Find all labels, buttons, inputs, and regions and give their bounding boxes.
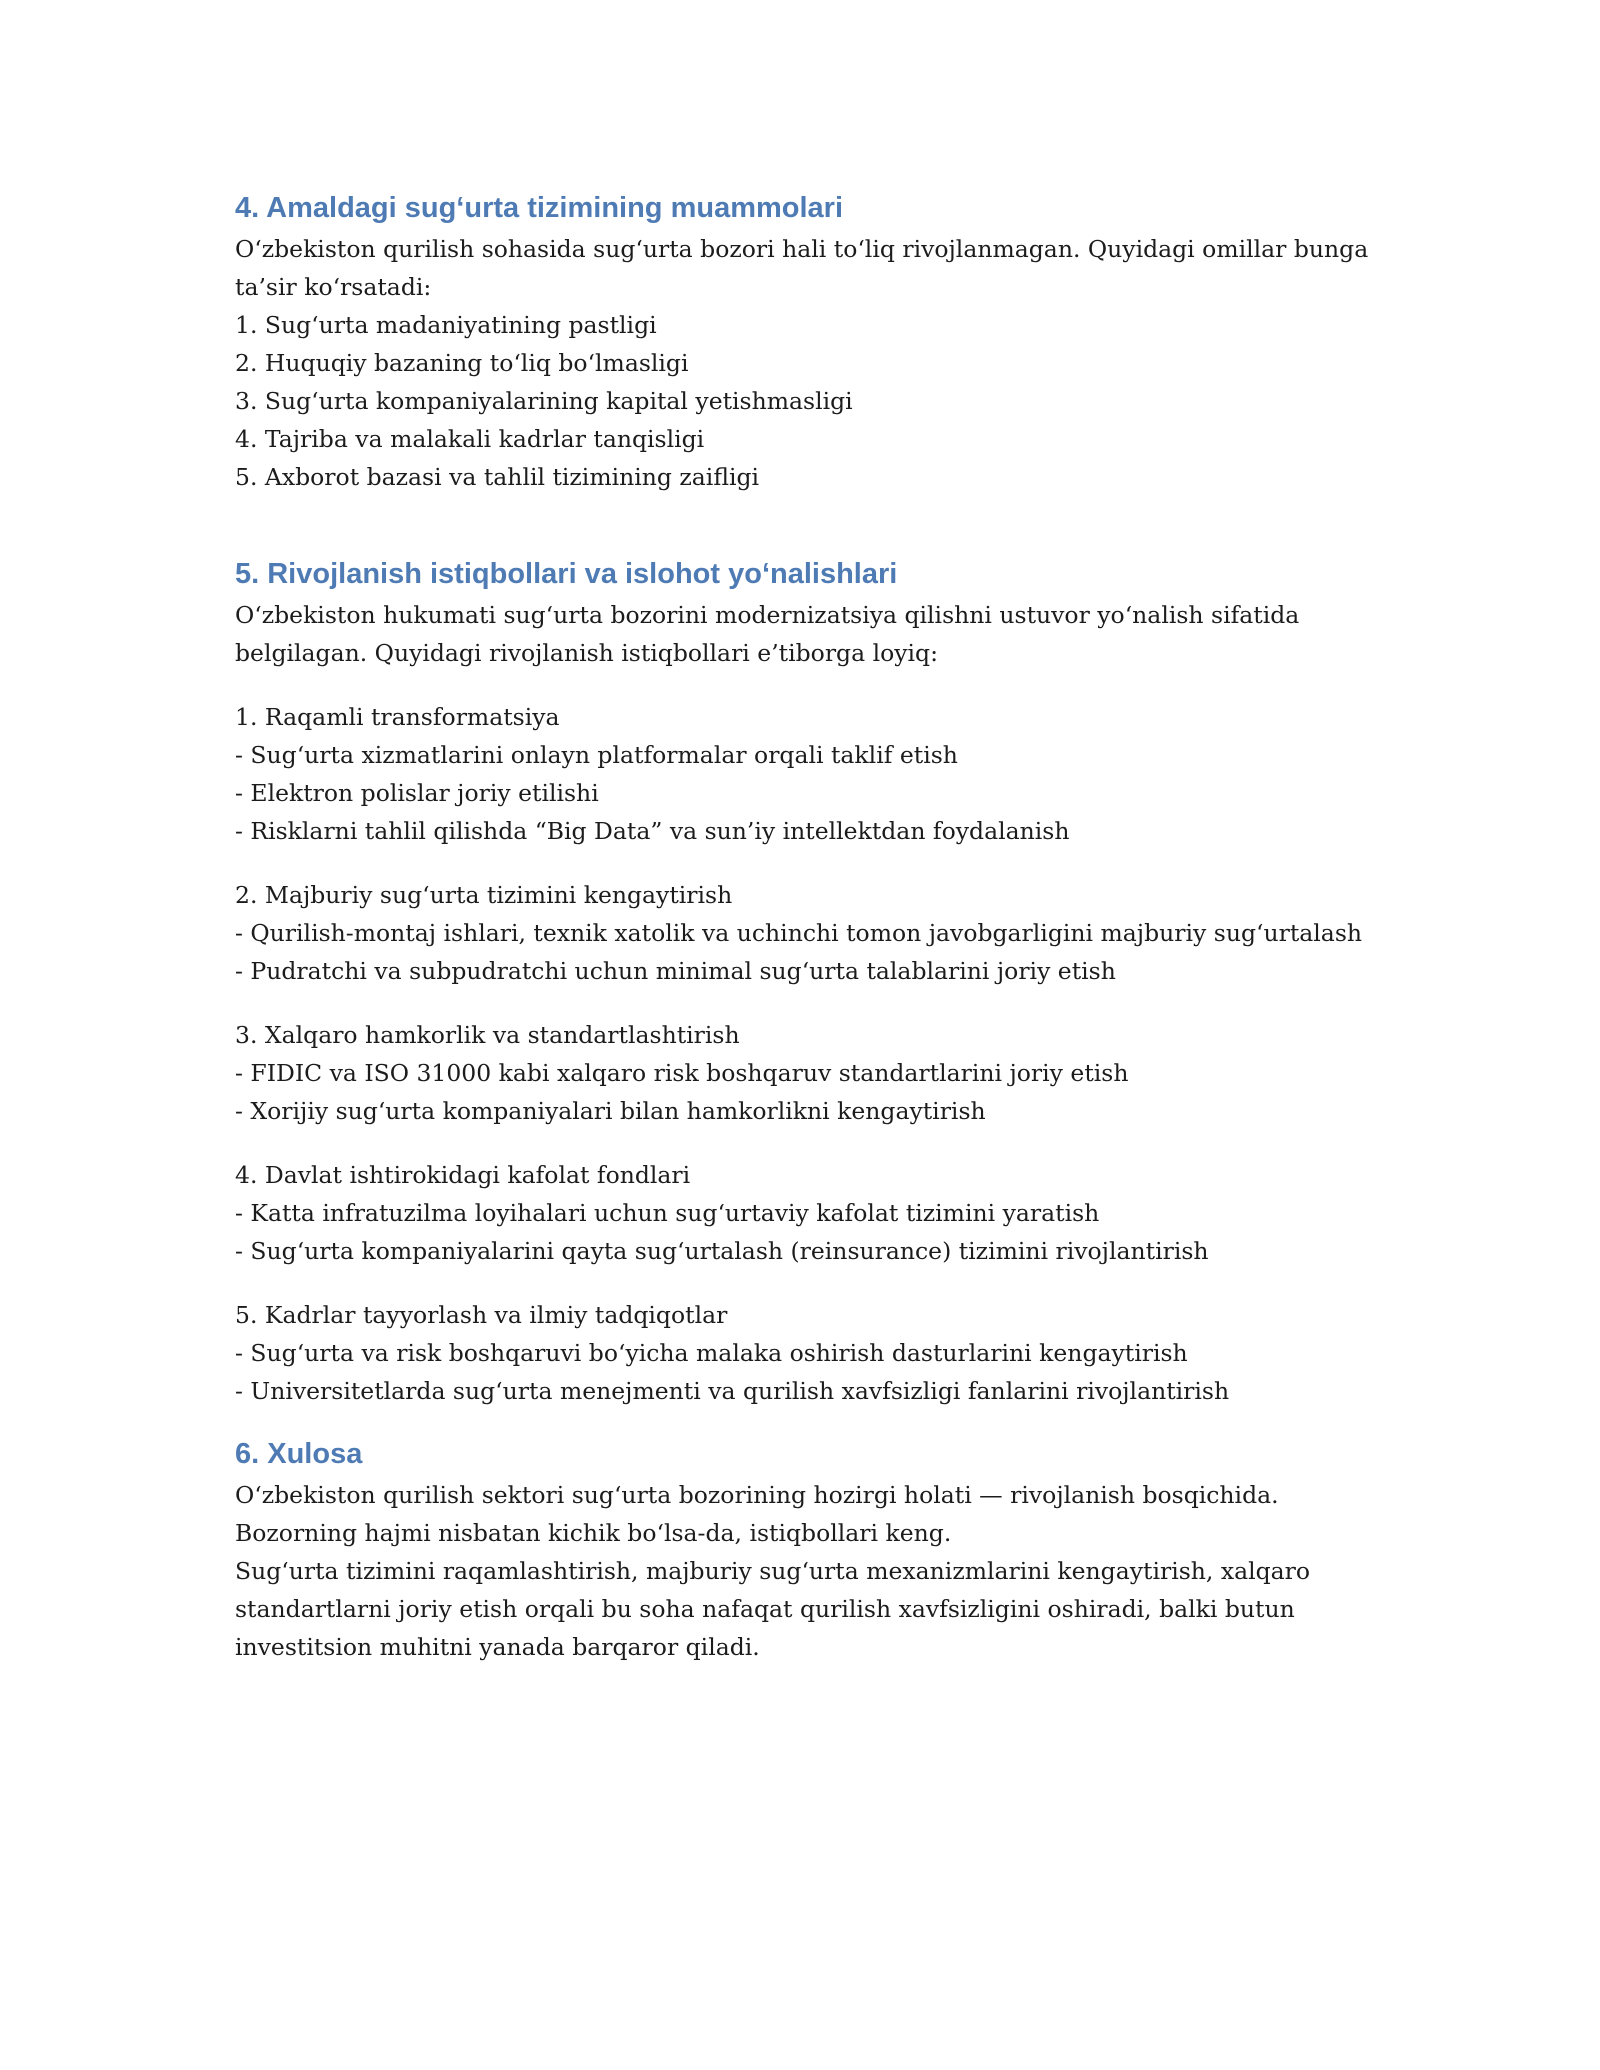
bullet-item: - Sug‘urta va risk boshqaruvi bo‘yicha malaka oshirish dasturlarini kengaytirish bbox=[235, 1339, 1188, 1367]
bullet-item: - Elektron polislar joriy etilishi bbox=[235, 779, 599, 807]
group-title: 5. Kadrlar tayyorlash va ilmiy tadqiqotlar bbox=[235, 1301, 728, 1329]
prospect-group bbox=[235, 1296, 1375, 1410]
prospect-group bbox=[235, 1016, 1375, 1130]
section-intro bbox=[235, 596, 1375, 672]
numbered-list bbox=[235, 306, 1375, 496]
bullet-item: - Katta infratuzilma loyihalari uchun sug‘urtaviy kafolat tizimini yaratish bbox=[235, 1199, 1100, 1227]
text-line: Bozorning hajmi nisbatan kichik bo‘lsa-da, istiqbollari keng. bbox=[235, 1519, 952, 1547]
prospect-group bbox=[235, 698, 1375, 850]
section-intro bbox=[235, 230, 1375, 306]
section-problems bbox=[235, 186, 1375, 496]
bullet-item: - Sug‘urta kompaniyalarini qayta sug‘urtalash (reinsurance) tizimini rivojlantirish bbox=[235, 1237, 1209, 1265]
text-line: standartlarni joriy etish orqali bu soha nafaqat qurilish xavfsizligini oshiradi, balki butun bbox=[235, 1595, 1295, 1623]
conclusion-text bbox=[235, 1476, 1375, 1666]
bullet-item: - Risklarni tahlil qilishda “Big Data” va sun’iy intellektdan foydalanish bbox=[235, 817, 1070, 845]
prospect-group bbox=[235, 876, 1375, 990]
list-item: 1. Sug‘urta madaniyatining pastligi bbox=[235, 311, 657, 339]
group-title: 2. Majburiy sug‘urta tizimini kengaytirish bbox=[235, 881, 733, 909]
bullet-item: - Pudratchi va subpudratchi uchun minimal sug‘urta talablarini joriy etish bbox=[235, 957, 1116, 985]
group-title: 3. Xalqaro hamkorlik va standartlashtirish bbox=[235, 1021, 740, 1049]
list-item: 3. Sug‘urta kompaniyalarining kapital yetishmasligi bbox=[235, 387, 853, 415]
text-line: O‘zbekiston hukumati sug‘urta bozorini modernizatsiya qilishni ustuvor yo‘nalish sifatida bbox=[235, 601, 1300, 629]
list-item: 5. Axborot bazasi va tahlil tizimining zaifligi bbox=[235, 463, 760, 491]
bullet-item: - Qurilish-montaj ishlari, texnik xatolik va uchinchi tomon javobgarligini majburiy sug‘urtalash bbox=[235, 919, 1363, 947]
section-prospects bbox=[235, 552, 1375, 1410]
section-heading: 6. Xulosa bbox=[235, 1438, 363, 1470]
group-title: 1. Raqamli transformatsiya bbox=[235, 703, 560, 731]
section-conclusion bbox=[235, 1432, 1375, 1666]
bullet-item: - Xorijiy sug‘urta kompaniyalari bilan hamkorlikni kengaytirish bbox=[235, 1097, 986, 1125]
text-line: Sug‘urta tizimini raqamlashtirish, majburiy sug‘urta mexanizmlarini kengaytirish, xalqaro bbox=[235, 1557, 1311, 1585]
bullet-item: - Universitetlarda sug‘urta menejmenti va qurilish xavfsizligi fanlarini rivojlantirish bbox=[235, 1377, 1230, 1405]
prospect-group bbox=[235, 1156, 1375, 1270]
bullet-item: - Sug‘urta xizmatlarini onlayn platformalar orqali taklif etish bbox=[235, 741, 958, 769]
text-line: O‘zbekiston qurilish sohasida sug‘urta bozori hali to‘liq rivojlanmagan. Quyidagi omillar bunga bbox=[235, 235, 1369, 263]
list-item: 4. Tajriba va malakali kadrlar tanqisligi bbox=[235, 425, 705, 453]
text-line: investitsion muhitni yanada barqaror qiladi. bbox=[235, 1633, 760, 1661]
section-heading: 4. Amaldagi sug‘urta tizimining muammolari bbox=[235, 192, 844, 224]
group-title: 4. Davlat ishtirokidagi kafolat fondlari bbox=[235, 1161, 691, 1189]
text-line: O‘zbekiston qurilish sektori sug‘urta bozorining hozirgi holati — rivojlanish bosqichida. bbox=[235, 1481, 1279, 1509]
text-line: belgilagan. Quyidagi rivojlanish istiqbollari e’tiborga loyiq: bbox=[235, 639, 938, 667]
list-item: 2. Huquqiy bazaning to‘liq bo‘lmasligi bbox=[235, 349, 689, 377]
text-line: ta’sir ko‘rsatadi: bbox=[235, 273, 432, 301]
section-heading: 5. Rivojlanish istiqbollari va islohot yo‘nalishlari bbox=[235, 558, 898, 590]
document-page bbox=[235, 186, 1375, 1666]
bullet-item: - FIDIC va ISO 31000 kabi xalqaro risk boshqaruv standartlarini joriy etish bbox=[235, 1059, 1129, 1087]
